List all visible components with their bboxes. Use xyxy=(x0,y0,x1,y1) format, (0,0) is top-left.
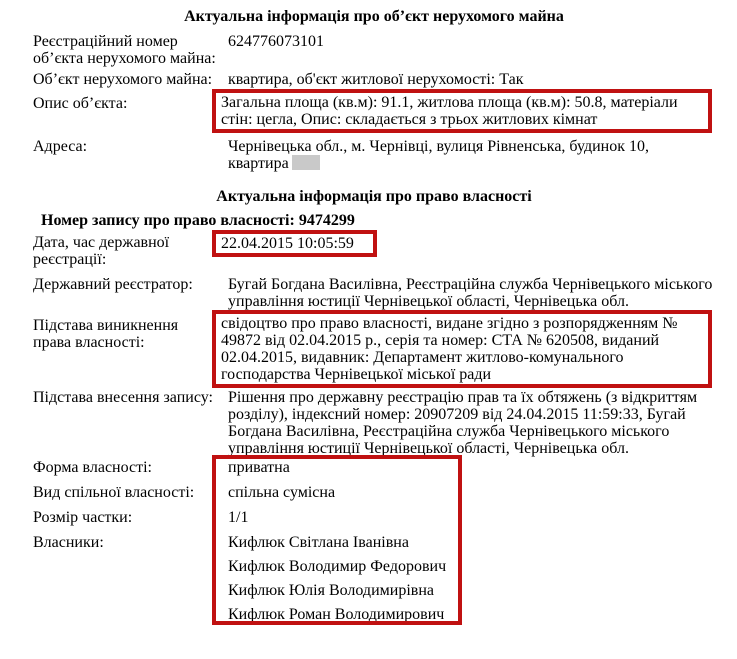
record-basis-label: Підстава внесення запису: xyxy=(33,389,213,406)
row-record-basis xyxy=(33,389,715,457)
ownership-record-number: Номер запису про право власності: 9474299 xyxy=(41,212,355,229)
row-joint-ownership-type xyxy=(33,484,715,501)
object-description-label: Опис об’єкта: xyxy=(33,95,128,112)
share-size-value: 1/1 xyxy=(228,509,249,526)
highlight-box-datetime xyxy=(212,230,377,257)
owners-label: Власники: xyxy=(33,534,104,551)
owners-list xyxy=(228,534,713,623)
registrar-value: Бугай Богдана Василівна, Реєстраційна служба Чернівецького міського управління юстиції Чернівецької області, Чернівецька обл. xyxy=(228,276,713,310)
row-owners xyxy=(33,534,715,623)
row-ownership-form xyxy=(33,459,715,476)
address-label: Адреса: xyxy=(33,138,88,155)
highlight-box-description xyxy=(212,89,712,133)
address-text: Чернівецька обл., м. Чернівці, вулиця Рівненська, будинок 10, квартира xyxy=(228,138,649,172)
ownership-form-value: приватна xyxy=(228,459,290,476)
registration-number-label: Реєстраційний номер об’єкта нерухомого майна: xyxy=(33,33,216,67)
registration-datetime-value: 22.04.2015 10:05:59 xyxy=(221,235,354,252)
owner-name: Кифлюк Юлія Володимирівна xyxy=(228,582,434,599)
row-share-size xyxy=(33,509,715,526)
row-ownership-basis xyxy=(33,310,715,388)
row-registrar xyxy=(33,276,715,310)
object-type-label: Об’єкт нерухомого майна: xyxy=(33,71,213,88)
registration-datetime-label: Дата, час державної реєстрації: xyxy=(33,234,170,268)
redacted-apartment-number xyxy=(292,155,320,170)
joint-ownership-type-value: спільна сумісна xyxy=(228,484,336,501)
section-title-ownership: Актуальна інформація про право власності xyxy=(216,188,532,205)
joint-ownership-type-label: Вид спільної власності: xyxy=(33,484,195,501)
ownership-basis-value: свідоцтво про право власності, видане згідно з розпорядженням № 49872 від 02.04.2015 р., серія та номер: СТА № 620508, виданий 02.04.2015, видавник: Департамент житлово-комунального господарства Чернівецької міської ради xyxy=(221,315,678,383)
owner-name: Кифлюк Роман Володимирович xyxy=(228,606,445,623)
section-title-property: Актуальна інформація про об’єкт нерухомого майна xyxy=(184,8,564,25)
owner-name: Кифлюк Володимир Федорович xyxy=(228,558,447,575)
registration-number-value: 624776073101 xyxy=(228,33,324,50)
registrar-label: Державний реєстратор: xyxy=(33,276,193,293)
object-description-value: Загальна площа (кв.м): 91.1, житлова площа (кв.м): 50.8, матеріали стін: цегла, Опис: складається з трьох житлових кімнат xyxy=(221,94,678,128)
ownership-basis-label: Підстава виникнення права власності: xyxy=(33,317,179,351)
ownership-details-block xyxy=(33,459,715,623)
owner-name: Кифлюк Світлана Іванівна xyxy=(228,534,409,551)
highlight-box-ownership-basis xyxy=(212,310,712,388)
share-size-label: Розмір частки: xyxy=(33,509,133,526)
address-value xyxy=(228,138,713,172)
object-type-value: квартира, об'єкт житлової нерухомості: Так xyxy=(228,71,524,88)
row-object-type xyxy=(33,71,715,88)
ownership-form-label: Форма власності: xyxy=(33,459,152,476)
row-address xyxy=(33,138,715,172)
row-object-description xyxy=(33,89,715,133)
row-registration-number xyxy=(33,33,715,67)
record-basis-value: Рішення про державну реєстрацію прав та їх обтяжень (з відкриттям розділу), індексний номер: 20907209 від 24.04.2015 11:59:33, Бугай Богдана Василівна, Реєстраційна служба Чернівецького міського управління юстиції Чернівецької області, Чернівецька обл. xyxy=(228,389,698,457)
row-registration-datetime xyxy=(33,230,715,268)
